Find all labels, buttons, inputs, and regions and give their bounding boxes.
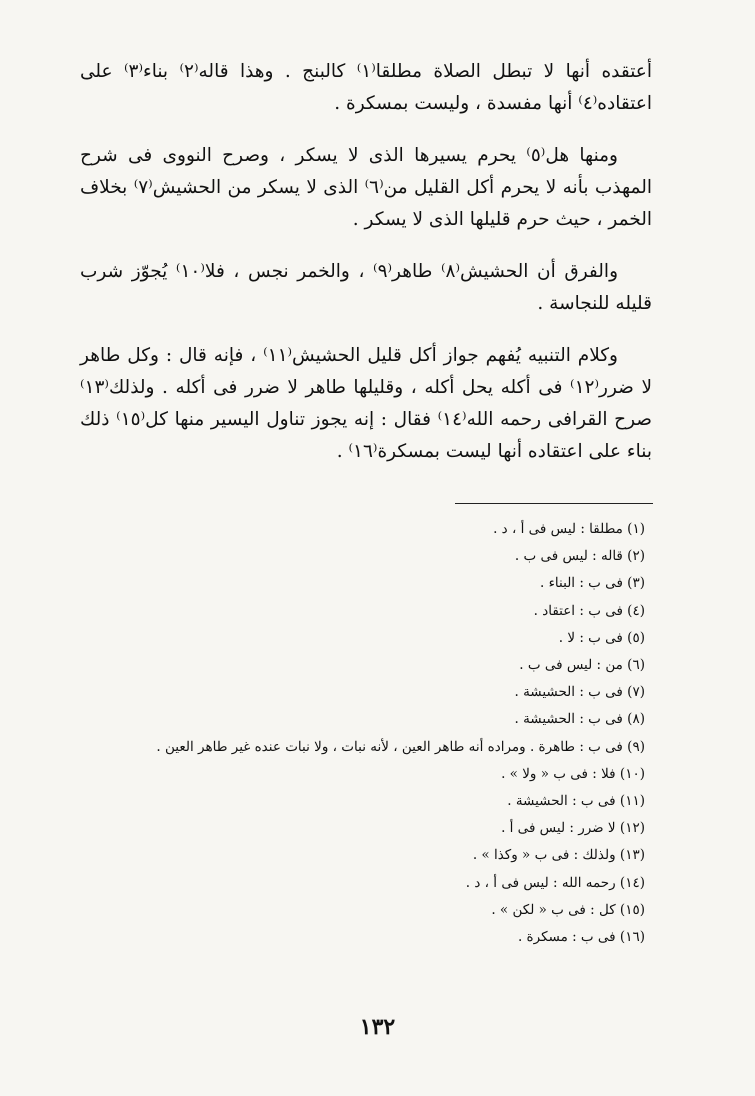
footnote-15: (١٥) كل : فى ب « لكن » . [491, 901, 645, 918]
footnote-13: (١٣) ولذلك : فى ب « وكذا » . [472, 847, 645, 864]
footnote-12: (١٢) لا ضرر : ليس فى أ . [501, 820, 645, 837]
footnote-divider [455, 503, 653, 504]
paragraph-1: أعتقده أنها لا تبطل الصلاة مطلقا⁽١⁾ كالبنج . وهذا قاله⁽٢⁾ بناء⁽٣⁾ على اعتقاده⁽٤⁾ أنها مفسدة ، وليست بمسكرة . [80, 61, 652, 114]
footnote-3: (٣) فى ب : البناء . [540, 575, 645, 592]
footnote-14: (١٤) رحمه الله : ليس فى أ ، د . [465, 874, 645, 891]
main-text [80, 56, 652, 488]
paragraph-4: وكلام التنبيه يُفهم جواز أكل قليل الحشيش⁽١١⁾ ، فإنه قال : وكل طاهر لا ضرر⁽١٢⁾ فى أكله يحل أكله ، وقليلها طاهر لا ضرر فى أكله . ولذلك⁽١٣⁾ صرح القرافى رحمه الله⁽١٤⁾ فقال : إنه يجوز تناول اليسير منها كل⁽١٥⁾ ذلك بناء على اعتقاده أنها ليست بمسكرة⁽١٦⁾ . [80, 345, 653, 462]
footnote-5: (٥) فى ب : لا . [558, 629, 645, 646]
footnote-10: (١٠) فلا : فى ب « ولا » . [501, 765, 645, 782]
footnote-4: (٤) فى ب : اعتقاد . [533, 602, 645, 619]
paragraph-2: ومنها هل⁽٥⁾ يحرم يسيرها الذى لا يسكر ، وصرح النووى فى شرح المهذب بأنه لا يحرم أكل القليل من⁽٦⁾ الذى لا يسكر من الحشيش⁽٧⁾ بخلاف الخمر ، حيث حرم قليلها الذى لا يسكر . [80, 145, 652, 230]
footnote-6: (٦) من : ليس فى ب . [519, 657, 645, 674]
footnote-9: (٩) فى ب : طاهرة . ومراده أنه طاهر العين ، لأنه نبات ، ولا نبات عنده غير طاهر العين . [156, 738, 645, 755]
footnote-2: (٢) قاله : ليس فى ب . [514, 548, 645, 565]
footnote-8: (٨) فى ب : الحشيشة . [514, 711, 645, 728]
footnote-11: (١١) فى ب : الحشيشة . [507, 793, 645, 810]
footnote-16: (١٦) فى ب : مسكرة . [517, 929, 645, 946]
paragraph-3: والفرق أن الحشيش⁽٨⁾ طاهر⁽٩⁾ ، والخمر نجس ، فلا⁽١٠⁾ يُجوّز شرب قليله للنجاسة . [80, 261, 652, 314]
footnote-1: (١) مطلقا : ليس فى أ ، د . [493, 521, 645, 537]
page-number: ١٣٢ [359, 1014, 396, 1040]
footnote-7: (٧) فى ب : الحشيشة . [514, 684, 645, 701]
footnotes [60, 516, 645, 951]
